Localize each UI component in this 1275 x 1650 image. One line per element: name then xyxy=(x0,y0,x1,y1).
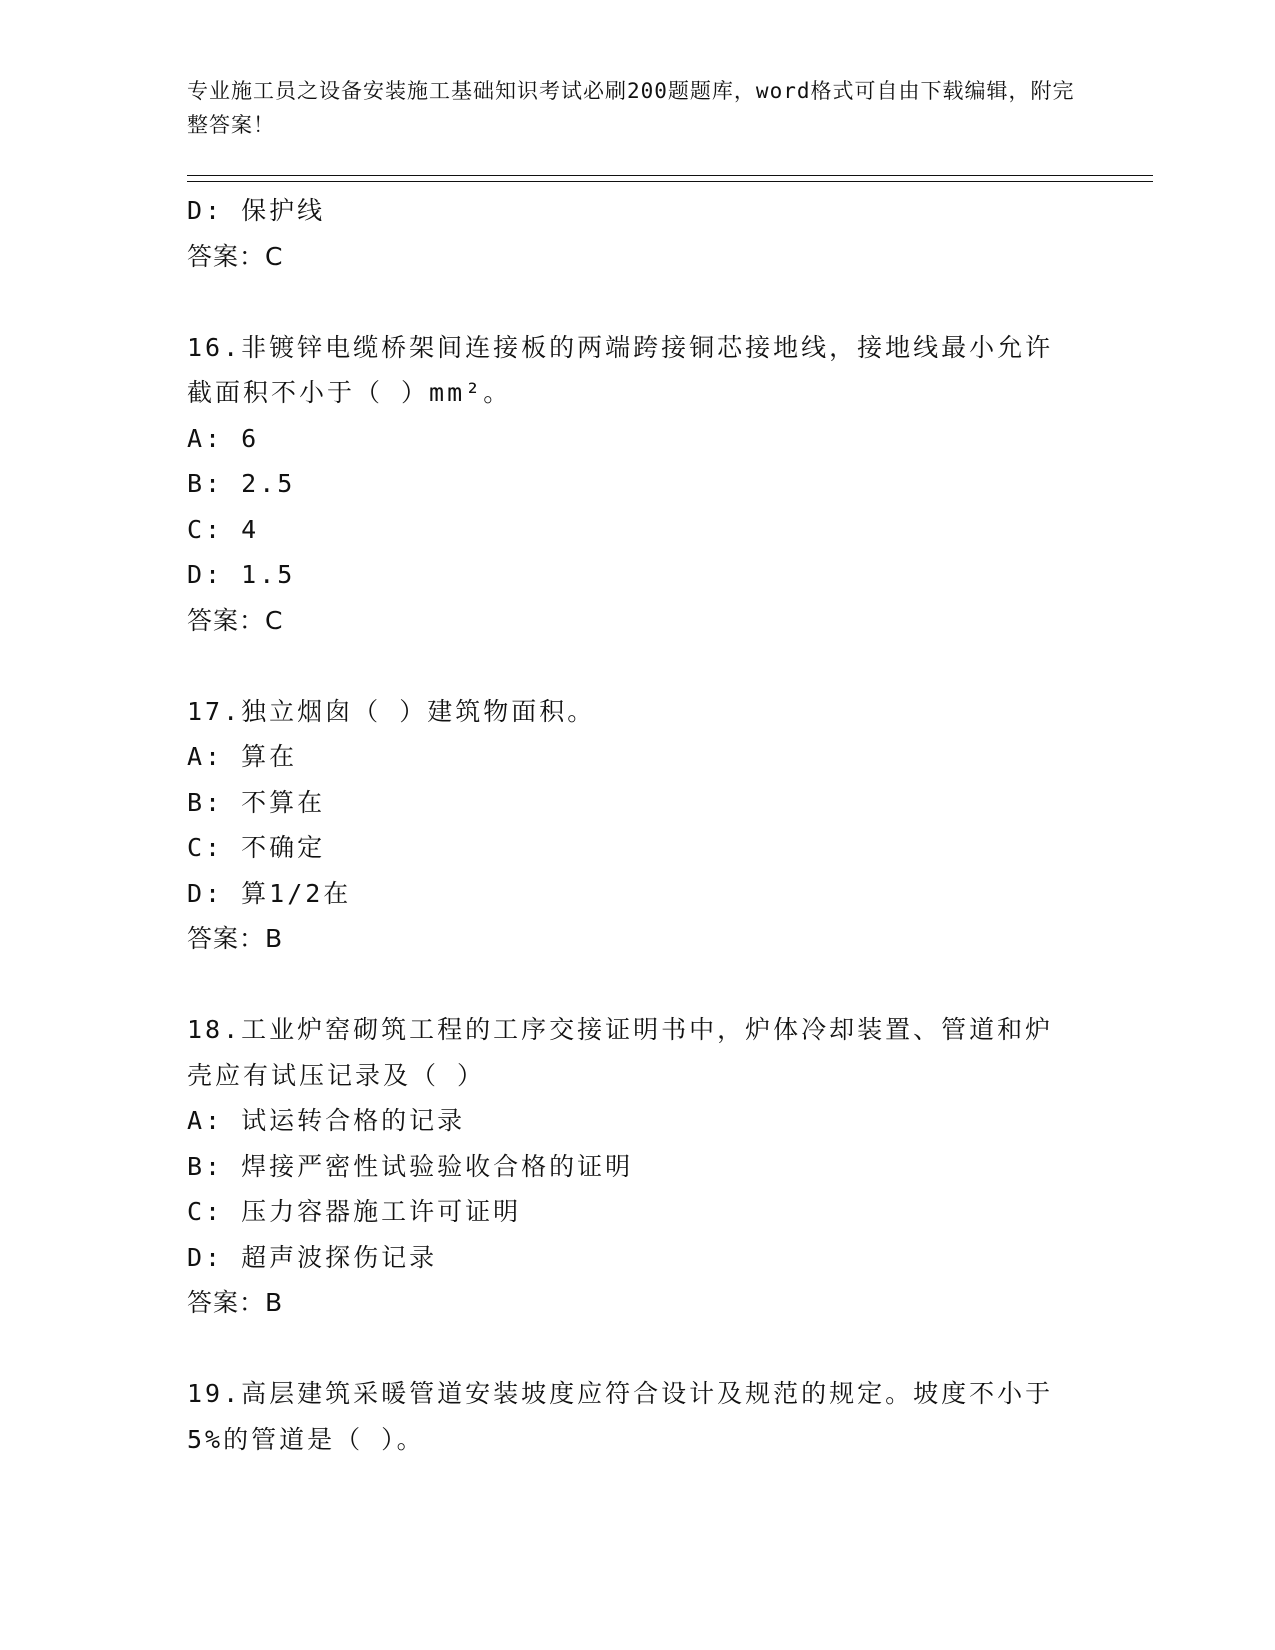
option-c: C: 压力容器施工许可证明 xyxy=(187,1197,522,1226)
option-d: D: 保护线 xyxy=(187,196,326,225)
option-b: B: 焊接严密性试验验收合格的证明 xyxy=(187,1151,634,1181)
question-list xyxy=(187,188,1087,1462)
option-a: A: 试运转合格的记录 xyxy=(187,1106,466,1135)
option-b: B: 2.5 xyxy=(187,469,296,498)
header-divider-bottom xyxy=(187,181,1153,182)
option-d: D: 超声波探伤记录 xyxy=(187,1242,438,1272)
answer-line: 答案：C xyxy=(187,605,284,635)
question-17-text: 17.独立烟囱（ ）建筑物面积。 xyxy=(187,696,596,726)
answer-line: 答案：B xyxy=(187,1288,284,1317)
option-a: A: 6 xyxy=(187,423,260,453)
spacer xyxy=(187,962,1087,1008)
option-d: D: 1.5 xyxy=(187,560,296,589)
question-18-text: 18.工业炉窑砌筑工程的工序交接证明书中，炉体冷却装置、管道和炉壳应有试压记录及（ ） xyxy=(187,1015,1054,1090)
option-d: D: 算1/2在 xyxy=(187,878,352,908)
spacer xyxy=(187,279,1087,325)
answer-line: 答案：B xyxy=(187,924,284,953)
question-19-text: 19.高层建筑采暖管道安装坡度应符合设计及规范的规定。坡度不小于5%的管道是（ ）。 xyxy=(187,1379,1054,1454)
option-b: B: 不算在 xyxy=(187,787,326,817)
spacer xyxy=(187,1326,1087,1372)
option-a: A: 算在 xyxy=(187,742,298,771)
spacer xyxy=(187,643,1087,689)
header-divider-top xyxy=(187,175,1153,176)
option-c: C: 4 xyxy=(187,514,260,544)
document-header: 专业施工员之设备安装施工基础知识考试必刷200题题库，word格式可自由下载编辑，附完整答案！ xyxy=(187,79,1075,137)
option-c: C: 不确定 xyxy=(187,833,326,862)
answer-line: 答案：C xyxy=(187,241,284,271)
question-16-text: 16.非镀锌电缆桥架间连接板的两端跨接铜芯接地线，接地线最小允许截面积不小于（ ）mm²。 xyxy=(187,332,1054,407)
